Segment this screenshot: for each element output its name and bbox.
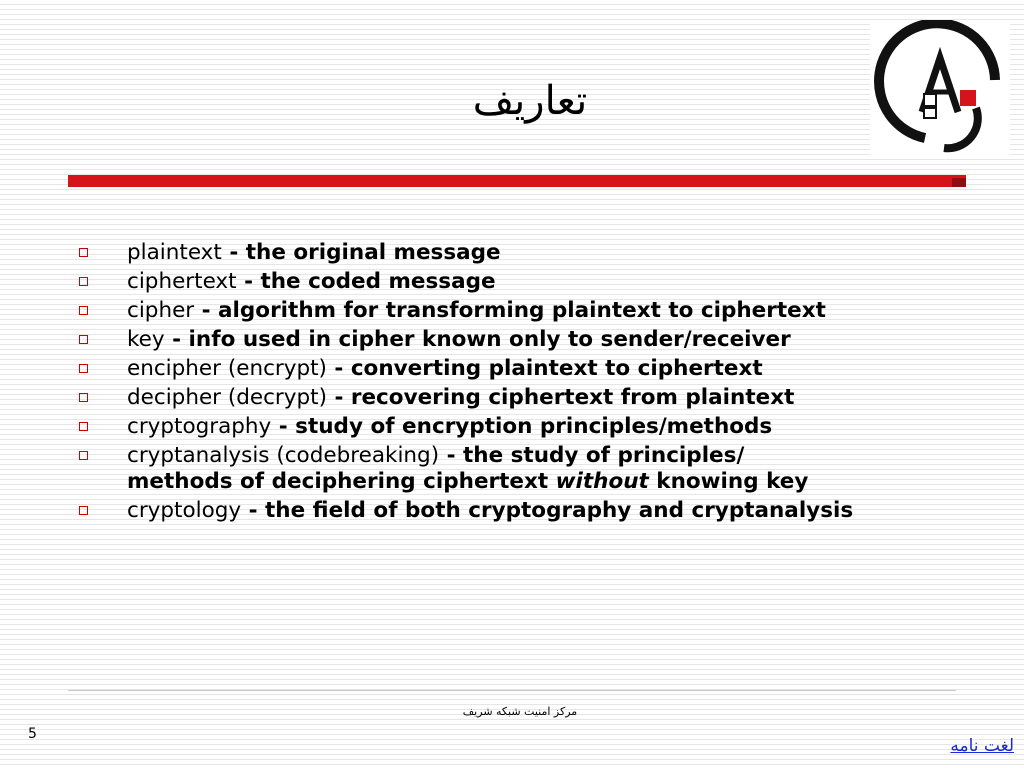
definition: - converting plaintext to ciphertext [326,356,763,381]
square-bullet-icon [79,364,88,373]
definition-tail: knowing key [648,469,809,494]
list-item [78,498,978,524]
definition: - the coded message [236,269,496,294]
term: encipher (encrypt) [127,356,327,381]
definition: - study of encryption principles/methods [271,414,773,439]
list-item [78,443,978,495]
term: cryptology [127,498,242,523]
definition: - the original message [221,240,501,265]
footer-text: مرکز امنیت شبکه شریف [462,705,578,718]
slide-title: تعاریف [472,78,588,124]
list-item [78,298,978,324]
term: ciphertext [127,269,237,294]
list-item [78,414,978,440]
definition: - the study of principles/ [439,443,745,468]
square-bullet-icon [79,422,88,431]
term: cipher [127,298,195,323]
logo-icon [870,20,1010,158]
list-item [78,269,978,295]
square-bullet-icon [79,248,88,257]
page-number: 5 [28,726,37,742]
square-bullet-icon [79,335,88,344]
glossary-link[interactable]: لغت نامه [950,736,1014,756]
list-item [78,385,978,411]
footer-divider [68,690,956,691]
definition: - recovering ciphertext from plaintext [326,385,795,410]
square-bullet-icon [79,306,88,315]
term: decipher (decrypt) [127,385,327,410]
term: plaintext [127,240,222,265]
definition: - info used in cipher known only to sender/receiver [164,327,791,352]
term: cryptanalysis (codebreaking) [127,443,440,468]
square-bullet-icon [79,277,88,286]
definition: - the field of both cryptography and cryptanalysis [241,498,854,523]
definitions-list [78,240,978,527]
square-bullet-icon [79,393,88,402]
list-item [78,356,978,382]
square-bullet-icon [79,506,88,515]
definition: - algorithm for transforming plaintext to ciphertext [194,298,826,323]
title-divider-bar-end [952,178,966,187]
definition-continued: methods of deciphering ciphertext [127,469,556,494]
list-item [78,327,978,353]
title-divider-bar [68,175,966,187]
list-item [78,240,978,266]
term: cryptography [127,414,272,439]
term: key [127,327,165,352]
square-bullet-icon [79,451,88,460]
definition-emphasis: without [555,469,649,494]
